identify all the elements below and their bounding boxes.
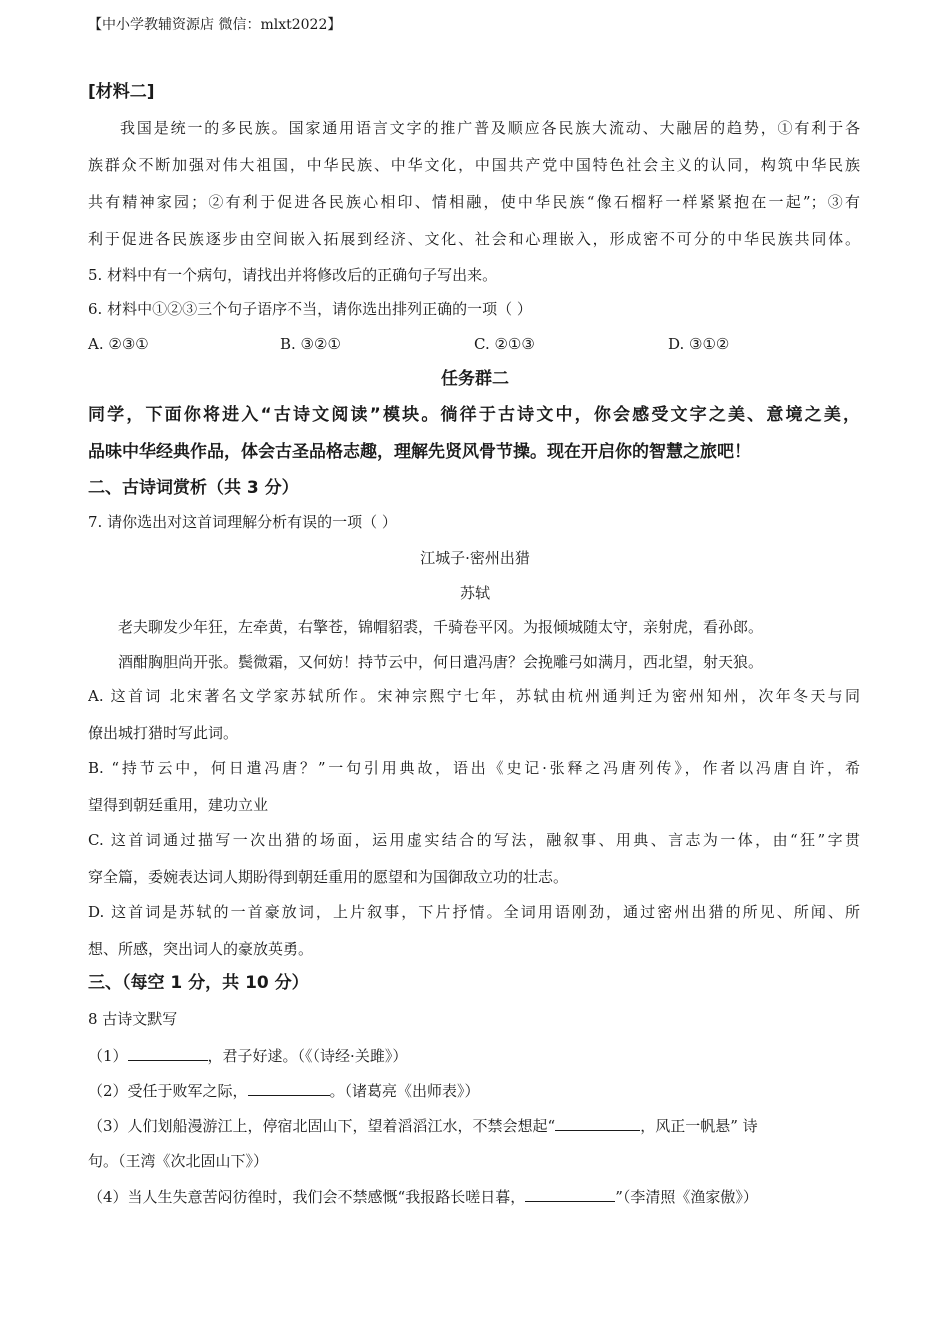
- q7-option-b-cont: 望得到朝廷重用，建功立业: [88, 796, 269, 814]
- q7-option-c: C. 这首词通过描写一次出猎的场面，运用虚实结合的写法，融叙事、用典、言志为一体，由“狂”字贯: [88, 831, 860, 849]
- dictation-prefix: （1）: [88, 1047, 128, 1065]
- task-group-title: 任务群二: [441, 369, 509, 389]
- dictation-prefix: （3）人们划船漫游江上，停宿北固山下，望着滔滔江水，不禁会想起“: [88, 1117, 556, 1135]
- poem-author: 苏轼: [459, 584, 490, 602]
- q6-option-a: A. ②③①: [88, 335, 149, 353]
- answer-blank[interactable]: [555, 1114, 640, 1131]
- dictation-item: [88, 1185, 758, 1207]
- question-5: 5. 材料中有一个病句，请找出并将修改后的正确句子写出来。: [88, 266, 498, 284]
- dictation-item: [88, 1114, 758, 1136]
- q6-option-b: B. ③②①: [280, 335, 341, 353]
- dictation-prefix: （4）当人生失意苦闷彷徨时，我们会不禁感慨“我报路长嗟日暮，: [88, 1188, 526, 1206]
- dictation-suffix: ，风正一帆悬” 诗: [640, 1117, 758, 1135]
- section-3-title: 三、（每空 1 分，共 10 分）: [88, 973, 309, 993]
- section-2-title: 二、古诗词赏析（共 3 分）: [88, 478, 299, 498]
- q7-option-a-cont: 僚出城打猎时写此词。: [88, 724, 239, 742]
- dictation-item: [88, 1044, 407, 1066]
- dictation-item-cont: 句。（王湾《次北固山下》）: [88, 1152, 269, 1170]
- poem-line: 老夫聊发少年狂，左牵黄，右擎苍，锦帽貂裘，千骑卷平冈。为报倾城随太守，亲射虎，看孙郎。: [118, 618, 764, 636]
- q7-option-d: D. 这首词是苏轼的一首豪放词，上片叙事，下片抒情。全词用语刚劲，通过密州出猎的所见、所闻、所: [88, 903, 860, 921]
- q7-option-d-cont: 想、所感，突出词人的豪放英勇。: [88, 940, 314, 958]
- answer-blank[interactable]: [525, 1185, 615, 1202]
- dictation-suffix: ，君子好逑。（《（诗经·关雎》）: [207, 1047, 408, 1065]
- task-intro-line: 品味中华经典作品，体会古圣品格志趣，理解先贤风骨节操。现在开启你的智慧之旅吧！: [88, 442, 751, 462]
- answer-blank[interactable]: [248, 1079, 330, 1096]
- q7-option-b: B. “持节云中，何日遣冯唐？”一句引用典故，语出《史记·张释之冯唐列传》，作者以冯唐自许，希: [88, 759, 860, 777]
- q7-option-c-cont: 穿全篇，委婉表达词人期盼得到朝廷重用的愿望和为国御敌立功的壮志。: [88, 868, 569, 886]
- material2-line: 我国是统一的多民族。国家通用语言文字的推广普及顺应各民族大流动、大融居的趋势，①有利于各: [120, 119, 860, 137]
- q6-option-c: C. ②①③: [474, 335, 535, 353]
- material2-title: [材料二]: [88, 82, 155, 102]
- dictation-prefix: （2）受任于败军之际，: [88, 1082, 248, 1100]
- material2-line: 族群众不断加强对伟大祖国，中华民族、中华文化，中国共产党中国特色社会主义的认同，构筑中华民族: [88, 156, 860, 174]
- page-header: 【中小学教辅资源店 微信：mlxt2022】: [88, 17, 342, 33]
- dictation-item: [88, 1079, 480, 1101]
- question-7: 7. 请你选出对这首词理解分析有误的一项（ ）: [88, 513, 397, 531]
- material2-line: 共有精神家园；②有利于促进各民族心相印、情相融，使中华民族“像石榴籽一样紧紧抱在一起”；③有: [88, 193, 860, 211]
- question-6: 6. 材料中①②③三个句子语序不当，请你选出排列正确的一项（ ）: [88, 300, 532, 318]
- material2-line: 利于促进各民族逐步由空间嵌入拓展到经济、文化、社会和心理嵌入，形成密不可分的中华民族共同体。: [88, 230, 860, 248]
- answer-blank[interactable]: [128, 1044, 208, 1061]
- task-intro-line: 同学，下面你将进入“古诗文阅读”模块。徜徉于古诗文中，你会感受文字之美、意境之美，: [88, 405, 860, 425]
- poem-title: 江城子·密州出猎: [420, 549, 530, 567]
- poem-line: 酒酣胸胆尚开张。鬓微霜，又何妨！持节云中，何日遣冯唐？会挽雕弓如满月，西北望，射天狼。: [118, 653, 764, 671]
- question-8: 8 古诗文默写: [88, 1010, 178, 1028]
- q6-option-d: D. ③①②: [668, 335, 730, 353]
- dictation-suffix: ”（李清照《渔家傲》）: [615, 1188, 758, 1206]
- dictation-suffix: 。（诸葛亮《出师表》）: [329, 1082, 480, 1100]
- q7-option-a: A. 这首词 北宋著名文学家苏轼所作。宋神宗熙宁七年，苏轼由杭州通判迁为密州知州，次年冬天与同: [88, 687, 860, 705]
